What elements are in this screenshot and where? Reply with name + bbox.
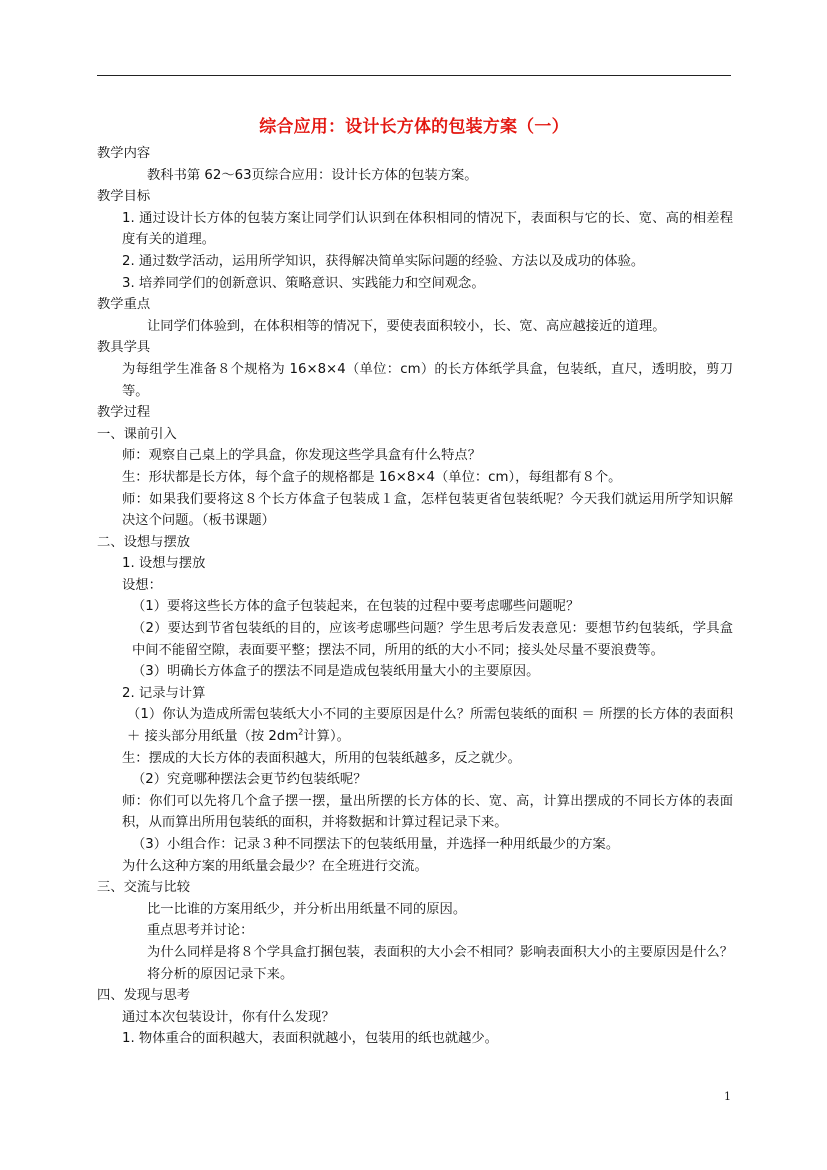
- superscript: 2: [298, 727, 304, 737]
- paragraph: 师：观察自己桌上的学具盒，你发现这些学具盒有什么特点？: [122, 448, 482, 464]
- paragraph: 为什么同样是将８个学具盒打捆包装，表面积的大小会不相同？影响表面积大小的主要原因是什么？将分析的原因记录下来。: [147, 944, 733, 982]
- paragraph: 重点思考并讨论：: [147, 923, 254, 939]
- paragraph: 1. 物体重合的面积越大，表面积就越小，包装用的纸也就越少。: [122, 1031, 498, 1047]
- paragraph: 让同学们体验到，在体积相等的情况下，要使表面积较小，长、宽、高应越接近的道理。: [147, 318, 666, 334]
- paragraph: （2）要达到节省包装纸的目的，应该考虑哪些问题？学生思考后发表意见：要想节约包装纸，学具盒中间不能留空隙，表面要平整；摆法不同，所用的纸的大小不同；接头处尽量不要浪费等。: [132, 621, 733, 658]
- paragraph: 为每组学生准备８个规格为 16×8×4（单位：cm）的长方体纸学具盒，包装纸，直尺，透明胶，剪刀等。: [122, 361, 733, 399]
- subsection-heading: 二、设想与摆放: [97, 534, 191, 550]
- subsection-heading: 一、课前引入: [97, 426, 177, 442]
- paragraph: 1. 设想与摆放: [122, 556, 206, 572]
- paragraph: 师：你们可以先将几个盒子摆一摆，量出所摆的长方体的长、宽、高，计算出摆成的不同长方体的表面积，从而算出所用包装纸的面积，并将数据和计算过程记录下来。: [122, 793, 733, 831]
- subsection-heading: 三、交流与比较: [97, 880, 191, 896]
- header-rule: [97, 75, 731, 76]
- paragraph: 比一比谁的方案用纸少，并分析出用纸量不同的原因。: [147, 901, 467, 917]
- document-title: 综合应用：设计长方体的包装方案（一）: [259, 117, 569, 137]
- paragraph: 3. 培养同学们的创新意识、策略意识、实践能力和空间观念。: [122, 275, 485, 291]
- section-heading-focus: 教学重点: [97, 297, 151, 313]
- page-number: 1: [724, 1090, 731, 1103]
- paragraph: 教科书第 62～63页综合应用：设计长方体的包装方案。: [147, 167, 478, 183]
- paragraph: 生：摆成的大长方体的表面积越大，所用的包装纸越多，反之就少。: [122, 750, 521, 766]
- paragraph: （3）小组合作：记录３种不同摆法下的包装纸用量，并选择一种用纸最少的方案。: [132, 837, 620, 852]
- paragraph: （2）究竟哪种摆法会更节约包装纸呢？: [132, 772, 367, 788]
- paragraph: （1）要将这些长方体的盒子包装起来，在包装的过程中要考虑哪些问题呢？: [132, 599, 580, 615]
- subsection-heading: 四、发现与思考: [97, 988, 191, 1004]
- paragraph: 设想：: [122, 577, 162, 593]
- section-heading-materials: 教具学具: [97, 340, 151, 356]
- paragraph: （3）明确长方体盒子的摆法不同是造成包装纸用量大小的主要原因。: [132, 664, 540, 680]
- section-heading-objectives: 教学目标: [97, 189, 151, 205]
- section-heading-content: 教学内容: [97, 146, 151, 161]
- paragraph: 师：如果我们要将这８个长方体盒子包装成１盒，怎样包装更省包装纸呢？今天我们就运用所学知识解决这个问题。（板书课题）: [122, 491, 733, 529]
- document-body: [97, 143, 733, 1050]
- paragraph-text: 计算）。: [303, 729, 350, 745]
- section-heading-process: 教学过程: [97, 405, 151, 421]
- paragraph: 通过本次包装设计，你有什么发现？: [122, 1009, 335, 1025]
- paragraph: 生：形状都是长方体，每个盒子的规格都是 16×8×4（单位：cm），每组都有８个。: [122, 469, 622, 485]
- paragraph-text: （1）你认为造成所需包装纸大小不同的主要原因是什么？所需包装纸的面积 ＝ 所摆的长方体的表面积 ＋ 接头部分用纸量（按 2dm: [127, 707, 733, 745]
- paragraph: 2. 记录与计算: [122, 685, 206, 701]
- paragraph: 1. 通过设计长方体的包装方案让同学们认识到在体积相同的情况下，表面积与它的长、宽、高的相差程度有关的道理。: [122, 210, 733, 248]
- paragraph: [97, 704, 733, 747]
- paragraph: 2. 通过数学活动，运用所学知识，获得解决简单实际问题的经验、方法以及成功的体验。: [122, 253, 645, 269]
- paragraph: 为什么这种方案的用纸量会最少？在全班进行交流。: [122, 858, 428, 874]
